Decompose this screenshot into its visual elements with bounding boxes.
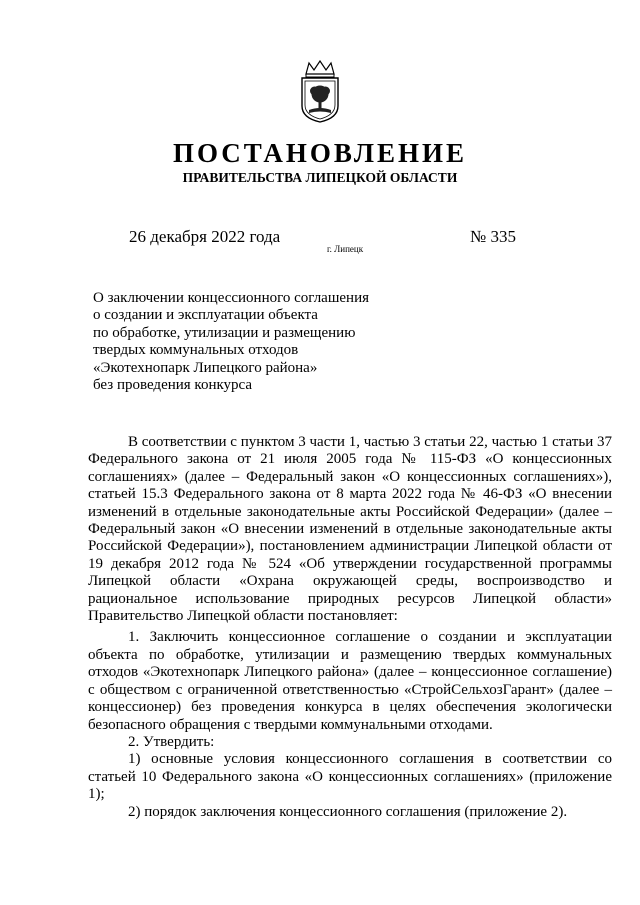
document-subject: [93, 290, 369, 394]
issuing-authority: ПРАВИТЕЛЬСТВА ЛИПЕЦКОЙ ОБЛАСТИ: [182, 170, 458, 185]
subject-line: твердых коммунальных отходов: [93, 342, 299, 359]
preamble-paragraph: В соответствии с пунктом 3 части 1, частью 3 статьи 22, частью 1 статьи 37 Федерального закона от 21 июля 2005 года № 115-ФЗ «О концессионных соглашениях» (далее – Федеральный закон «О концессионных соглашениях»), статьей 15.3 Федерального закона от 8 марта 2022 года № 46-ФЗ «О внесении изменений в отдельные законодательные акты Российской Федерации» (далее – Федеральный закон «О внесении изменений в отдельные законодательные акты Российской Федерации»), постановлением администрации Липецкой области от 19 декабря 2012 года № 524 «Об утверждении государственной программы Липецкой области «Охрана окружающей среды, воспроизводство и рациональное использование природных ресурсов Липецкой области» Правительство Липецкой области постановляет:: [88, 434, 612, 625]
subject-line: по обработке, утилизации и размещению: [93, 324, 356, 341]
item-2-paragraph: 2. Утвердить:: [128, 733, 215, 750]
document-title: ПОСТАНОВЛЕНИЕ: [172, 138, 468, 168]
item-2-2-paragraph: 2) порядок заключения концессионного соглашения (приложение 2).: [128, 803, 568, 820]
item-2-1-paragraph: 1) основные условия концессионного соглашения в соответствии со статьей 10 Федерального закона «О концессионных соглашениях» (приложение 1);: [88, 751, 612, 803]
coat-of-arms-emblem: [297, 60, 343, 129]
subject-line: без проведения конкурса: [93, 377, 253, 394]
subject-line: «Экотехнопарк Липецкого района»: [93, 359, 318, 376]
item-1-paragraph: 1. Заключить концессионное соглашение о создании и эксплуатации объекта по обработке, утилизации и размещению твердых коммунальных отходов «Экотехнопарк Липецкого района» (далее – концессионное соглашение) с обществом с ограниченной ответственностью «СтройСельхозГарант» (далее – концессионер) без проведения конкурса в целях обеспечения экологически безопасного обращения с твердыми коммунальными отходами.: [88, 629, 612, 733]
document-date: 26 декабря 2022 года: [129, 227, 281, 246]
subject-line: о создании и эксплуатации объекта: [93, 307, 318, 324]
document-body: [88, 434, 612, 821]
document-number: № 335: [470, 227, 516, 246]
subject-line: О заключении концессионного соглашения: [93, 290, 369, 306]
document-city: г. Липецк: [327, 244, 364, 254]
